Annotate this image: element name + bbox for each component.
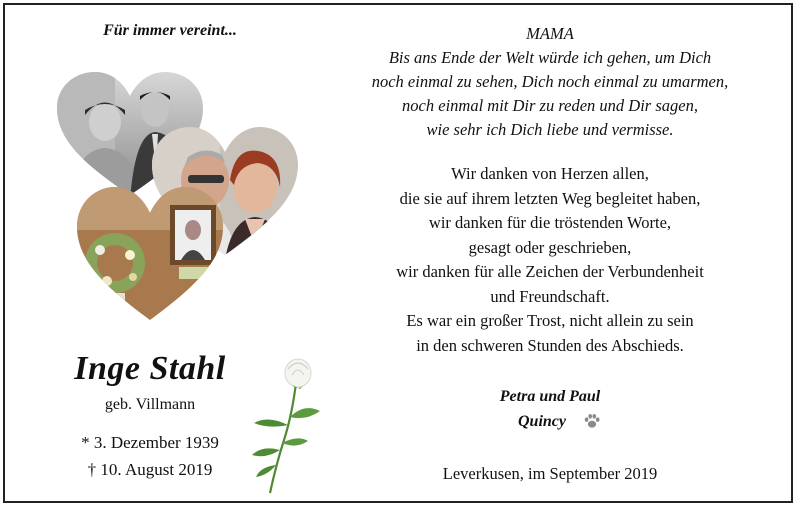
left-column bbox=[0, 0, 340, 510]
signature-pet: Quincy bbox=[518, 413, 566, 430]
motto: Für immer vereint... bbox=[103, 22, 237, 39]
thanks-line: Wir danken von Herzen allen, bbox=[451, 164, 649, 183]
thanks-line: die sie auf ihrem letzten Weg begleitet haben, bbox=[399, 188, 701, 208]
birth-date: * 3. Dezember 1939 bbox=[81, 433, 219, 452]
poem-title: MAMA bbox=[526, 24, 574, 43]
thanks-line: in den schweren Stunden des Abschieds. bbox=[416, 335, 684, 355]
thanks-line: gesagt oder geschrieben, bbox=[468, 237, 632, 257]
place-and-date: Leverkusen, im September 2019 bbox=[442, 464, 658, 483]
signature-names: Petra und Paul bbox=[499, 388, 601, 405]
thanks-line: wir danken für alle Zeichen der Verbundenheit bbox=[396, 262, 704, 281]
poem-line: wie sehr ich Dich liebe und vermisse. bbox=[426, 120, 674, 139]
thanks-line: wir danken für die tröstenden Worte, bbox=[428, 213, 672, 232]
thanks-line: Es war ein großer Trost, nicht allein zu sein bbox=[406, 311, 694, 330]
paw-icon bbox=[583, 412, 601, 430]
maiden-name: geb. Villmann bbox=[104, 396, 196, 413]
white-rose-icon bbox=[248, 355, 328, 495]
heart-photo-collage bbox=[50, 65, 310, 330]
heart-photo-memorial bbox=[75, 185, 225, 325]
right-column bbox=[340, 0, 760, 510]
poem bbox=[340, 22, 760, 142]
poem-line: Bis ans Ende der Welt würde ich gehen, um Dich bbox=[388, 48, 712, 67]
poem-line: noch einmal mit Dir zu reden und Dir sagen, bbox=[402, 96, 698, 115]
thanks-text bbox=[340, 162, 760, 358]
deceased-name: Inge Stahl bbox=[74, 350, 226, 387]
thanks-line: und Freundschaft. bbox=[490, 286, 610, 306]
death-date: † 10. August 2019 bbox=[87, 460, 213, 479]
poem-line: noch einmal zu sehen, Dich noch einmal zu umarmen, bbox=[371, 72, 729, 91]
